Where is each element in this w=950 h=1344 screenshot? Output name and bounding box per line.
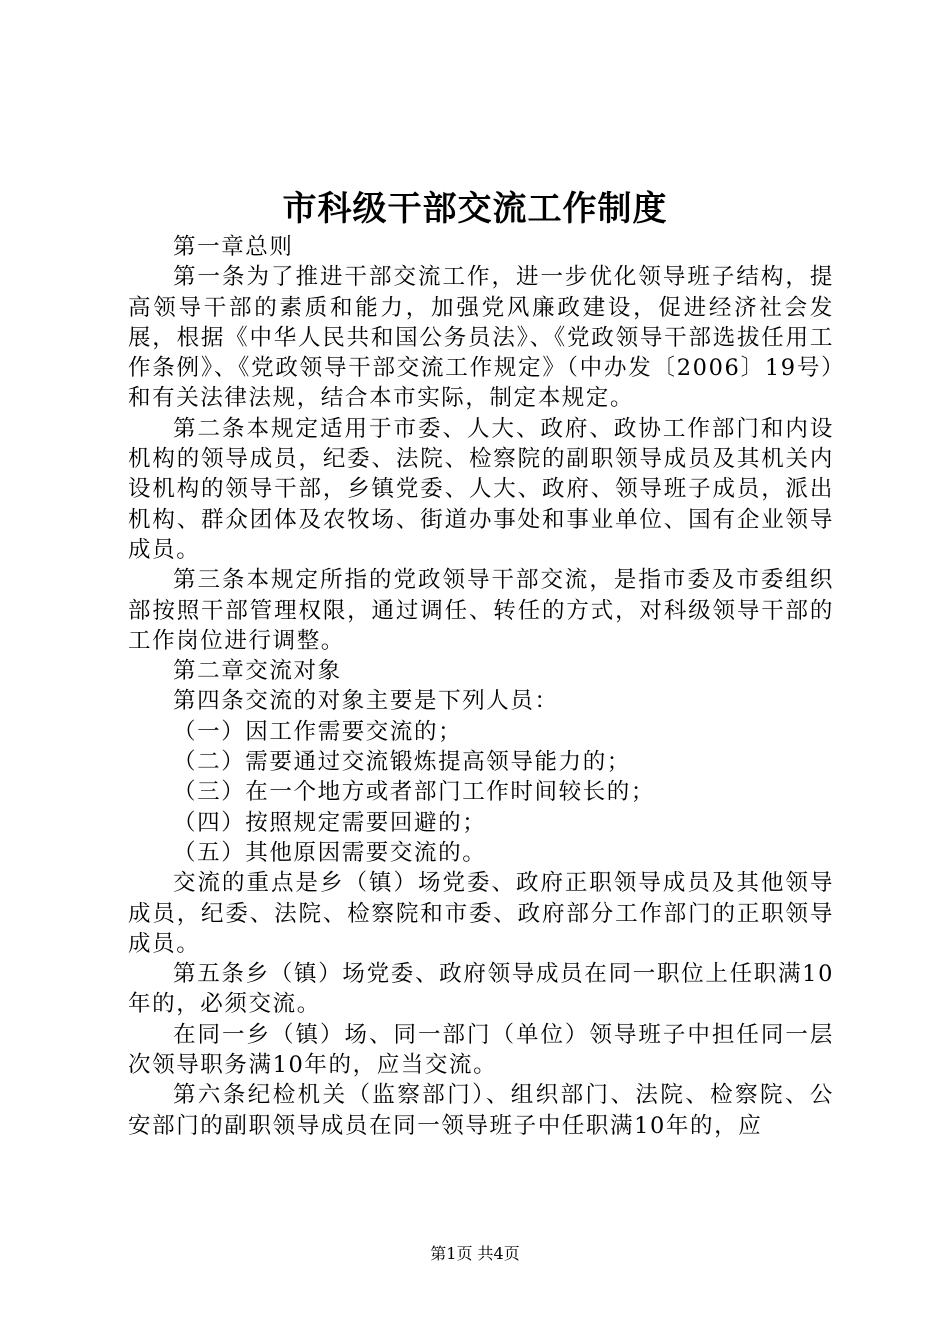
- paragraph: 第二条本规定适用于市委、人大、政府、政协工作部门和内设机构的领导成员，纪委、法院、检察院的副职领导成员及其机关内设机构的领导干部，乡镇党委、人大、政府、领导班子成员，派出机构、群众团体及农牧场、街道办事处和事业单位、国有企业领导成员。: [128, 415, 834, 563]
- paragraph: 第三条本规定所指的党政领导干部交流，是指市委及市委组织部按照干部管理权限，通过调任、转任的方式，对科级领导干部的工作岗位进行调整。: [128, 567, 834, 654]
- document-title: 市科级干部交流工作制度: [282, 189, 668, 229]
- paragraph: 在同一乡（镇）场、同一部门（单位）领导班子中担任同一层次领导职务满10年的，应当交流。: [128, 1021, 834, 1079]
- document-body: [128, 232, 834, 1141]
- page-number: 第1页 共4页: [430, 1244, 520, 1263]
- chapter-heading: 第一章总则: [173, 234, 294, 260]
- paragraph: 第五条乡（镇）场党委、政府领导成员在同一职位上任职满10年的，必须交流。: [128, 961, 834, 1018]
- paragraph: 交流的重点是乡（镇）场党委、政府正职领导成员及其他领导成员，纪委、法院、检察院和市委、政府部分工作部门的正职领导成员。: [128, 870, 834, 957]
- list-item: （一）因工作需要交流的；: [173, 718, 463, 745]
- chapter-heading: 第二章交流对象: [173, 658, 342, 685]
- paragraph: 第四条交流的对象主要是下列人员：: [173, 688, 559, 715]
- list-item: （四）按照规定需要回避的；: [173, 809, 487, 836]
- paragraph: 第六条纪检机关（监察部门）、组织部门、法院、检察院、公安部门的副职领导成员在同一领导班子中任职满10年的，应: [128, 1082, 834, 1139]
- list-item: （三）在一个地方或者部门工作时间较长的；: [173, 779, 656, 806]
- list-item: （五）其他原因需要交流的。: [173, 839, 487, 866]
- list-item: （二）需要通过交流锻炼提高领导能力的；: [173, 749, 631, 776]
- paragraph: 第一条为了推进干部交流工作，进一步优化领导班子结构，提高领导干部的素质和能力，加强党风廉政建设，促进经济社会发展，根据《中华人民共和国公务员法》、《党政领导干部选拔任用工作条例》、《党政领导干部交流工作规定》（中办发〔2006〕19号）和有关法律法规，结合本市实际，制定本规定。: [128, 264, 834, 412]
